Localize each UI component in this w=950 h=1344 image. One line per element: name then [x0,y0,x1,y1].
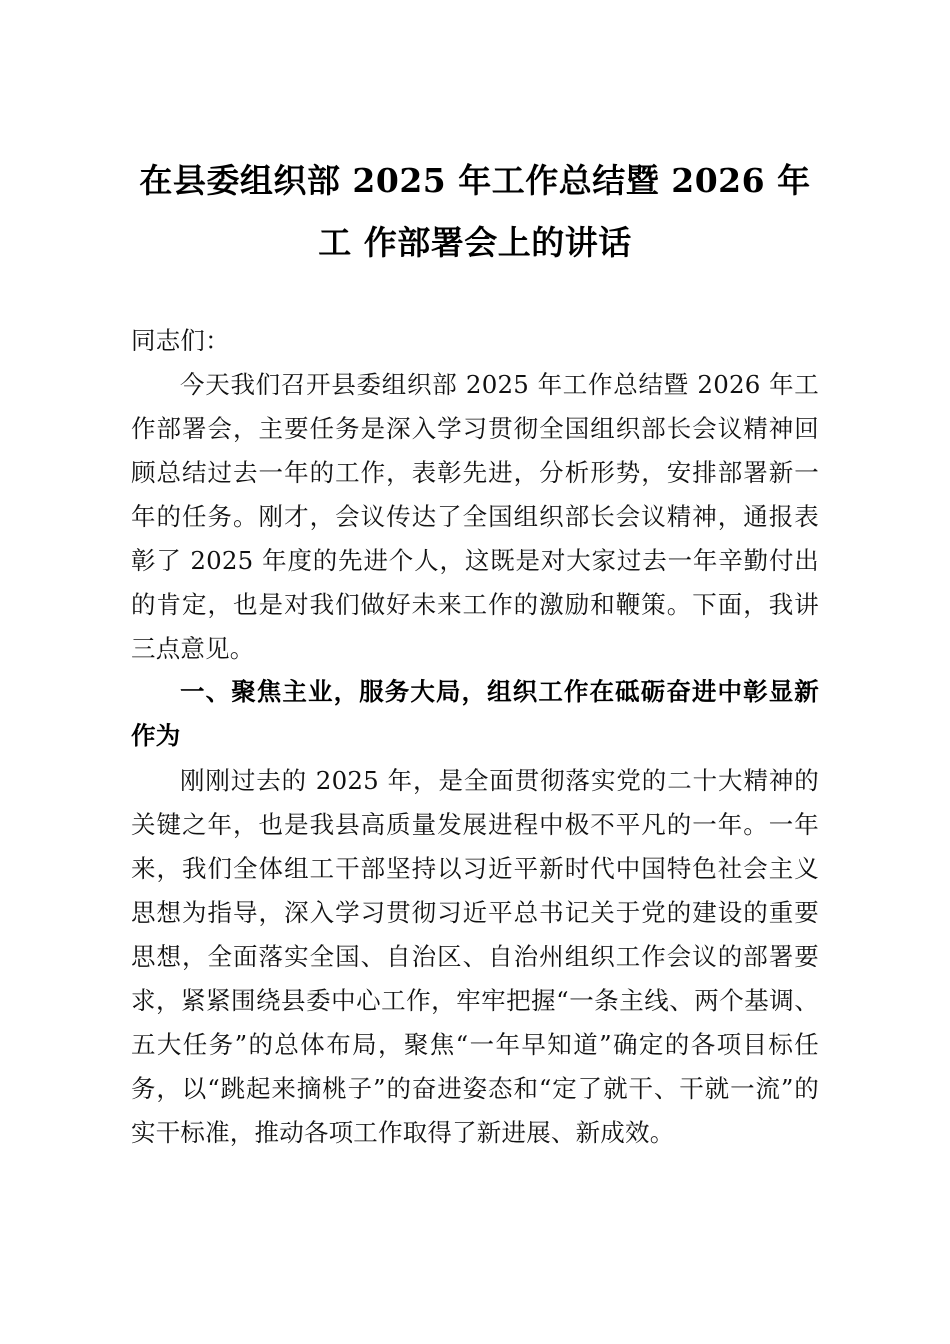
document-title-line-1: 在县委组织部 2025 年工作总结暨 2026 年工 [139,161,811,262]
salutation: 同志们： [131,326,230,355]
document-body [131,319,819,1155]
section-heading-1: 一、聚焦主业，服务大局，组织工作在砥砺奋进中彰显新作为 [131,679,819,750]
document-title-line-2: 作部署会上的讲话 [363,223,632,262]
opening-paragraph: 今天我们召开县委组织部 2025 年工作总结暨 2026 年工作部署会，主要任务是深入学习贯彻全国组织部长会议精神回顾总结过去一年的工作，表彰先进，分析形势，安排部署新一年的任务。刚才，会议传达了全国组织部长会议精神，通报表彰了 2025 年度的先进个人，这既是对大家过去一年辛勤付出的肯定，也是对我们做好未来工作的激励和鞭策。下面，我讲三点意见。 [131,370,819,663]
section-1-paragraph-1: 刚刚过去的 2025 年，是全面贯彻落实党的二十大精神的关键之年，也是我县高质量发展进程中极不平凡的一年。一年来，我们全体组工干部坚持以习近平新时代中国特色社会主义思想为指导，深入学习贯彻习近平总书记关于党的建设的重要思想，全面落实全国、自治区、自治州组织工作会议的部署要求，紧紧围绕县委中心工作，牢牢把握“一条主线、两个基调、五大任务”的总体布局，聚焦“一年早知道”确定的各项目标任务，以“跳起来摘桃子”的奋进姿态和“定了就干、干就一流”的实干标准，推动各项工作取得了新进展、新成效。 [131,766,819,1147]
document-title [131,150,819,274]
